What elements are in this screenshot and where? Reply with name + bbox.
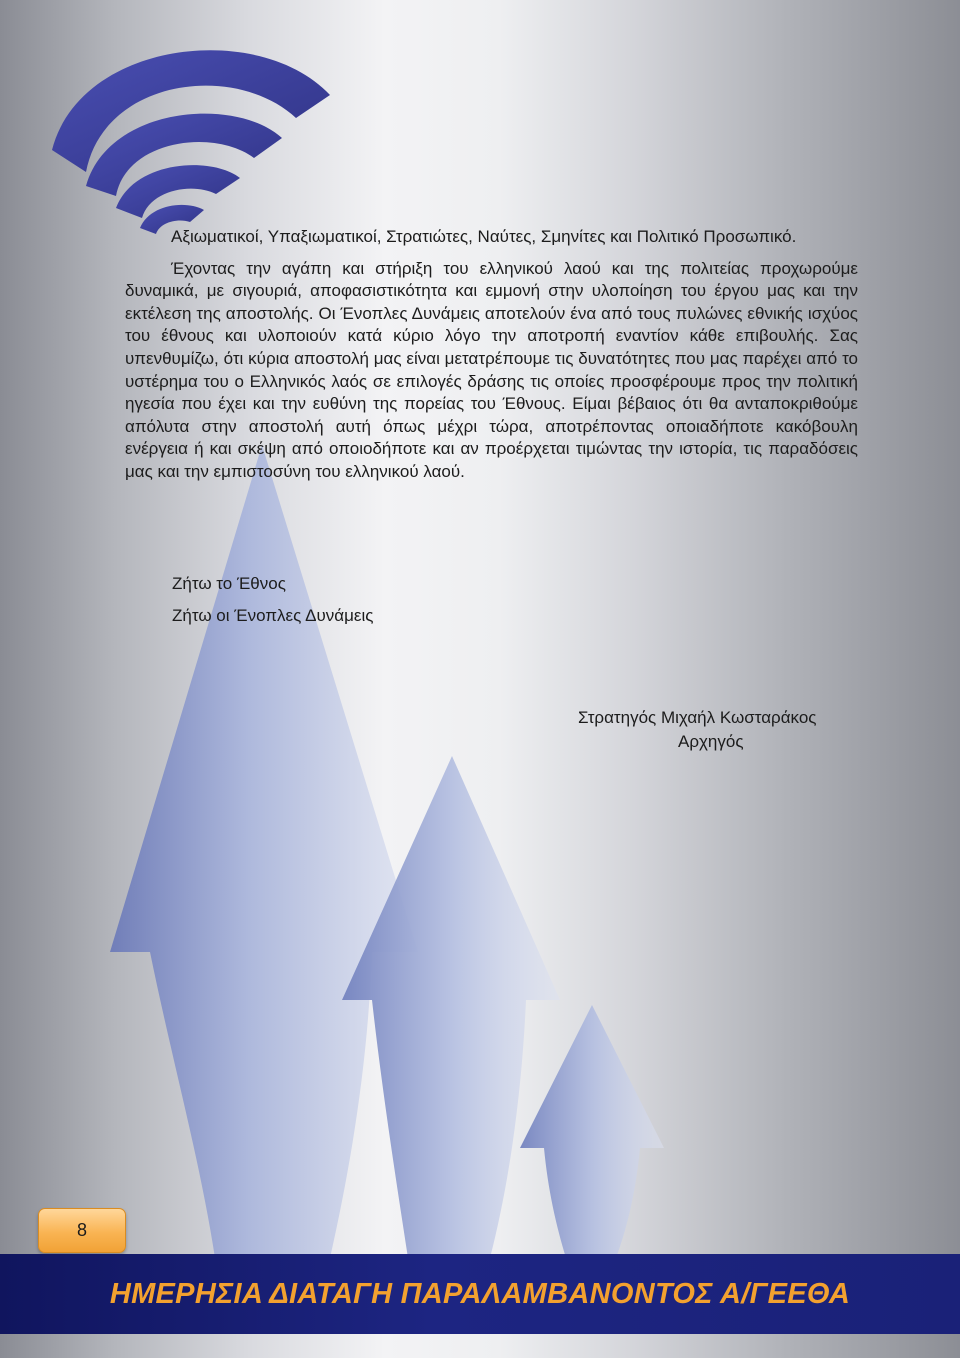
main-paragraph: Έχοντας την αγάπη και στήριξη του ελληνικού λαού και της πολιτείας προχωρούμε δυναμικά, με σιγουριά, αποφασιστικότητα και εμμονή στην υλοποίηση του έργου μας και την εκτέλεση της αποστολής. Οι Ένοπλες Δυνάμεις αποτελούν ένα από τους πυλώνες εθνικής ισχύος του έθνους και υλοποιούν κατά κύριο λόγο την αποτροπή εναντίον κάθε επιβουλής. Σας υπενθυμίζω, ότι κύρια αποστολή μας είναι μετατρέπουμε τις δυνατότητες που μας παρέχει από το υστέρημα του ο Ελληνικός λαός σε επιλογές δράσης τις οποίες προσφέρουμε προς την πολιτική ηγεσία που έχει και την ευθύνη της πορείας του Έθνους. Είμαι βέβαιος ότι θα ανταποκριθούμε απόλυτα στην αποστολή αυτή όπως μέχρι τώρα, αποτρέποντας οποιαδήποτε κακόβουλη ενέργεια ή και σκέψη από οποιοδήποτε και αν προέρχεται τιμώντας την ιστορία, τις παραδόσεις μας και την εμπιστοσύνη του ελληνικού λαού. <box>125 258 858 481</box>
footer-bar <box>0 1254 960 1334</box>
closing-cheer-nation: Ζήτω το Έθνος <box>172 574 286 593</box>
page-number-badge <box>38 1208 126 1253</box>
footer-title: ΗΜΕΡΗΣΙΑ ΔΙΑΤΑΓΗ ΠΑΡΑΛΑΜΒΑΝΟΝΤΟΣ Α/ΓΕΕΘΑ <box>109 1277 851 1310</box>
signature-name: Στρατηγός Μιχαήλ Κωσταράκος <box>578 708 817 727</box>
closing-cheer-armed-forces: Ζήτω οι Ένοπλες Δυνάμεις <box>172 606 374 625</box>
page-number: 8 <box>76 1220 87 1240</box>
signature-role: Αρχηγός <box>678 732 744 751</box>
rising-arrows-icon <box>110 445 664 1258</box>
opening-salutation: Αξιωματικοί, Υπαξιωματικοί, Στρατιώτες, Ναύτες, Σμηνίτες και Πολιτικό Προσωπικό. <box>171 227 797 246</box>
signal-arcs-icon <box>52 50 330 234</box>
letter-body <box>125 226 858 484</box>
